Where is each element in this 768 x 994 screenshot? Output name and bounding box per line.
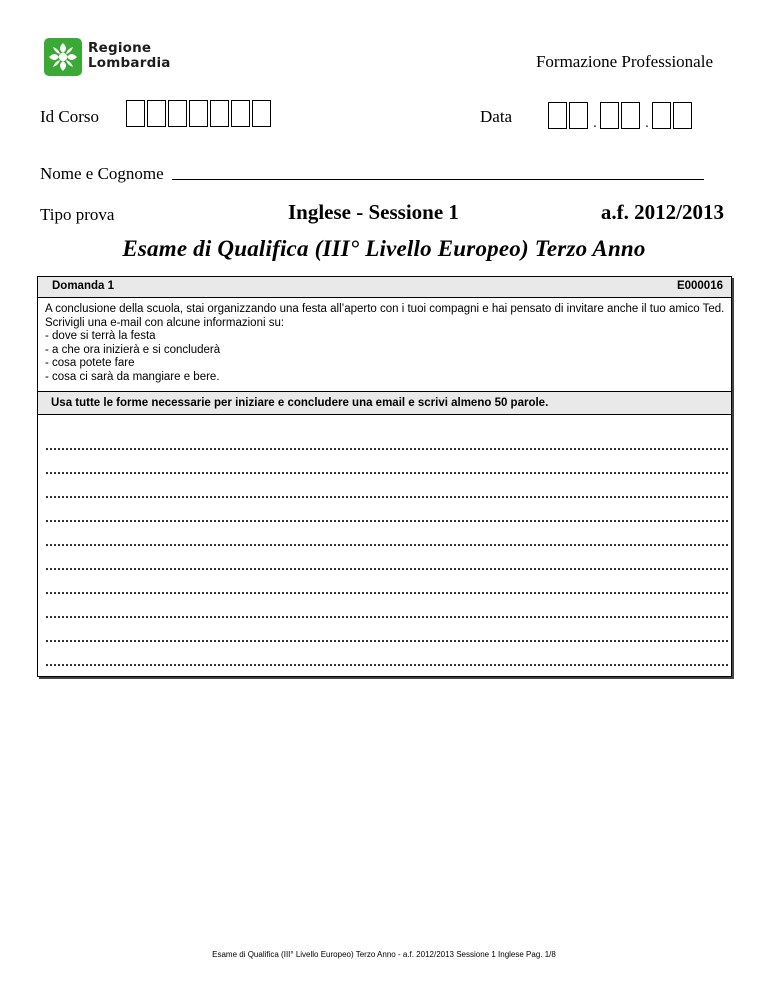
question-point: - cosa ci sarà da mangiare e bere. <box>45 371 725 385</box>
id-corso-box[interactable] <box>126 100 145 127</box>
answer-line[interactable] <box>46 546 728 570</box>
question-header <box>38 277 731 298</box>
question-points <box>45 330 725 384</box>
exam-title: Esame di Qualifica (III° Livello Europeo) Terzo Anno <box>122 236 646 261</box>
answer-area[interactable] <box>46 426 728 666</box>
tipo-prova-label: Tipo prova <box>40 205 115 224</box>
date-month-box[interactable] <box>600 102 619 129</box>
question-code: E000016 <box>676 280 723 292</box>
nome-cognome-label: Nome e Cognome <box>40 164 164 183</box>
id-corso-label: Id Corso <box>40 107 100 126</box>
id-corso-box[interactable] <box>252 100 271 127</box>
date-field[interactable] <box>548 102 694 129</box>
regione-lombardia-logo-icon <box>44 38 82 76</box>
question-box <box>37 276 732 677</box>
regione-lombardia-logo <box>44 38 184 76</box>
id-corso-field[interactable] <box>126 100 273 127</box>
question-point: - cosa potete fare <box>45 357 725 371</box>
nome-cognome-input[interactable] <box>172 179 704 180</box>
id-corso-box[interactable] <box>168 100 187 127</box>
answer-line[interactable] <box>46 570 728 594</box>
department-title: Formazione Professionale <box>535 52 713 71</box>
answer-line[interactable] <box>46 594 728 618</box>
data-label: Data <box>480 107 513 126</box>
date-day-box[interactable] <box>569 102 588 129</box>
answer-line[interactable] <box>46 426 728 450</box>
date-year-box[interactable] <box>652 102 671 129</box>
exam-year: a.f. 2012/2013 <box>600 200 724 224</box>
question-point: - dove si terrà la festa <box>45 330 725 344</box>
question-text <box>45 303 725 384</box>
question-point: - a che ora inizierà e si concluderà <box>45 344 725 358</box>
answer-line[interactable] <box>46 642 728 666</box>
id-corso-box[interactable] <box>231 100 250 127</box>
id-corso-box[interactable] <box>210 100 229 127</box>
answer-line[interactable] <box>46 498 728 522</box>
question-instruction: Usa tutte le forme necessarie per iniziare e concludere una email e scrivi almeno 50 parole. <box>38 391 731 415</box>
answer-line[interactable] <box>46 450 728 474</box>
logo-line-1: Regione <box>88 40 152 56</box>
answer-line[interactable] <box>46 522 728 546</box>
exam-subject: Inglese - Sessione 1 <box>288 200 459 224</box>
id-corso-box[interactable] <box>189 100 208 127</box>
question-number: Domanda 1 <box>52 280 114 292</box>
date-year-box[interactable] <box>673 102 692 129</box>
logo-wordmark <box>88 41 171 71</box>
id-corso-box[interactable] <box>147 100 166 127</box>
page-footer: Esame di Qualifica (III° Livello Europeo) Terzo Anno - a.f. 2012/2013 Sessione 1 Inglese Pag. 1/8 <box>212 950 556 959</box>
date-separator: . <box>645 116 649 131</box>
logo-line-2: Lombardia <box>88 55 171 71</box>
date-month-box[interactable] <box>621 102 640 129</box>
answer-line[interactable] <box>46 618 728 642</box>
date-day-box[interactable] <box>548 102 567 129</box>
answer-line[interactable] <box>46 474 728 498</box>
date-separator: . <box>593 116 597 131</box>
question-intro: A conclusione della scuola, stai organizzando una festa all’aperto con i tuoi compagni e hai pensato di invitare anche il tuo amico Ted. Scrivigli una e-mail con alcune informazioni su: <box>45 303 725 329</box>
